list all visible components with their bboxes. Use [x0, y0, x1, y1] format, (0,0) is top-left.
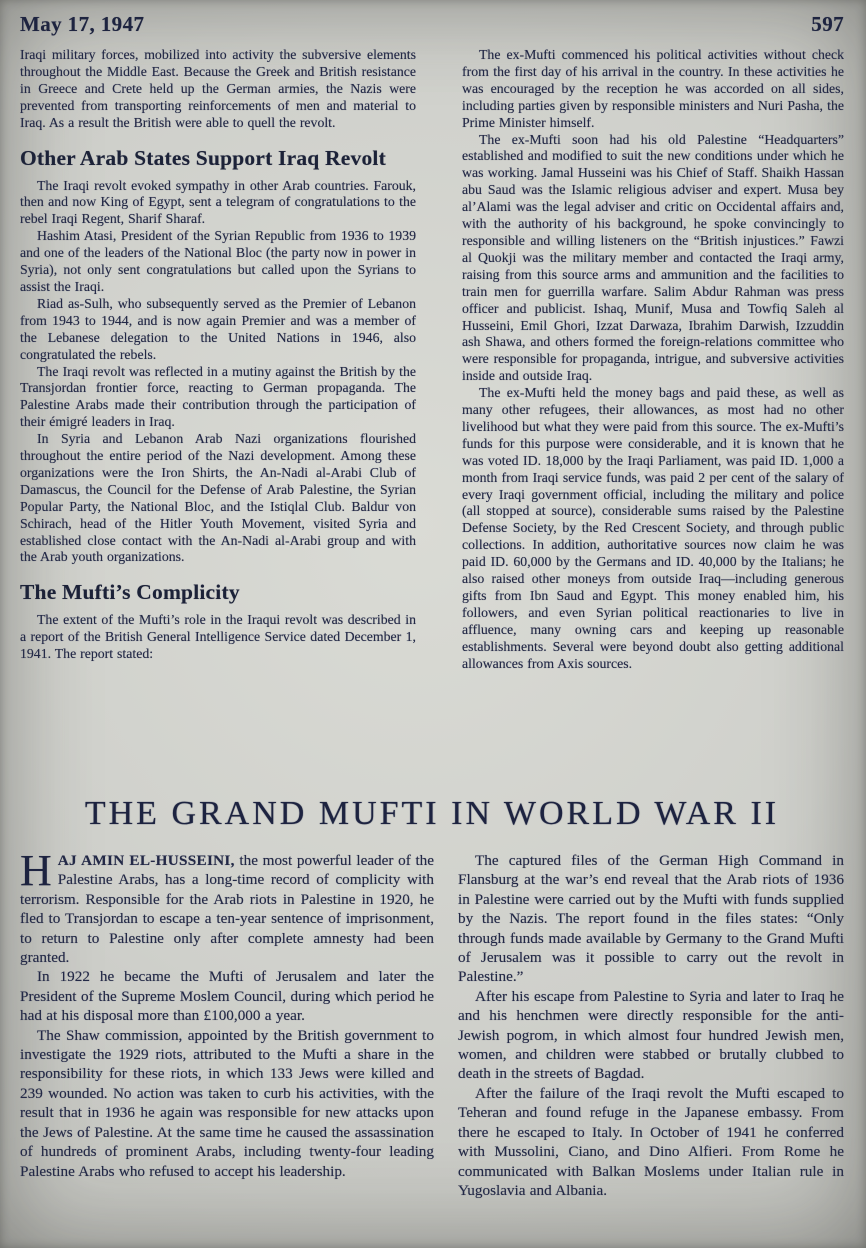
body-paragraph: After the failure of the Iraqi revolt the Mufti escaped to Teheran and found refuge in the Japanese embassy. From there he escaped to Italy. In October of 1941 he conferred with Mussolini, Ciano, and Dino Alfieri. From Rome he communicated with Balkan Moslems under Italian rule in Yugoslavia and Albania. — [458, 1084, 844, 1199]
feature-right-column — [458, 851, 844, 1200]
section-heading-complicity: The Mufti’s Complicity — [20, 580, 240, 605]
body-paragraph: After his escape from Palestine to Syria and later to Iraq he and his henchmen were directly responsible for the anti-Jewish pogrom, in which almost four hundred Jewish men, women, and children were stabbed or brutally clubbed to death in the streets of Bagdad. — [458, 987, 844, 1083]
body-paragraph: In 1922 he became the Mufti of Jerusalem and later the President of the Supreme Moslem Council, during which period he had at his disposal more than £100,000 a year. — [20, 968, 434, 1025]
body-paragraph: The Shaw commission, appointed by the British government to investigate the 1929 riots, attributed to the Mufti a share in the responsibility for these riots, in which 133 Jews were killed and 239 wounded. No action was taken to curb his activities, with the result that in 1936 he again was responsible for new attacks upon the Jews of Palestine. At the same time he caused the assassination of hundreds of prominent Arabs, including twenty-four leading Palestine Arabs who refused to accept his leadership. — [20, 1026, 434, 1180]
feature-left-column — [20, 846, 434, 1200]
section-heading-arab-states: Other Arab States Support Iraq Revolt — [20, 145, 386, 170]
body-paragraph: The Iraqi revolt was reflected in a mutiny against the British by the Transjordan frontier force, reacting to German propaganda. The Palestine Arabs made their contribution through the participation of their émigré leaders in Iraq. — [20, 363, 416, 430]
top-right-column — [462, 47, 844, 773]
body-paragraph: The ex-Mufti commenced his political activities without check from the first day of his arrival in the country. In these activities he was encouraged by the reception he was accorded on all sides, including parties given by responsible ministers and Nuri Pasha, the Prime Minister himself. — [462, 47, 844, 130]
body-paragraph: The ex-Mufti held the money bags and paid these, as well as many other refugees, their allowances, as most had no other livelihood but what they were paid from this source. The ex-Mufti’s funds for this purpose were considerable, and it is known that he was voted ID. 18,000 by the Iraqi Parliament, was paid ID. 1,000 a month from Iraqi service funds, was paid 2 per cent of the salary of every Iraqi government official, including the military and police (all stopped at source), considerable sums raised by the Palestine Defense Society, by the Red Crescent Society, and through public collections. In addition, authoritative sources now claim he was paid ID. 60,000 by the Germans and ID. 40,000 by the Italians; he also raised other moneys from outside Iraq—including generous gifts from Ibn Saud and Egypt. This money enabled him, his followers, and even Syrian political reactionaries to live in affluence, many owning cars and keeping up reasonable establishments. Several were beyond doubt also getting additional allowances from Axis sources. — [462, 385, 844, 671]
dropcap-letter: H — [20, 846, 52, 895]
body-paragraph: The extent of the Mufti’s role in the Iraqui revolt was described in a report of the British General Intelligence Service dated December 1, 1941. The report stated: — [20, 612, 416, 662]
body-paragraph: The Iraqi revolt evoked sympathy in other Arab countries. Farouk, then and now King of Egypt, sent a telegram of congratulations to the rebel Iraqi Regent, Sharif Sharaf. — [20, 177, 416, 227]
body-paragraph: The captured files of the German High Command in Flansburg at the war’s end reveal that the Arab riots of 1936 in Palestine were carried out by the Mufti with funds supplied by the Nazis. The report found in the files states: “Only through funds made available by Germany to the Grand Mufti of Jerusalem was it possible to carry out the revolt in Palestine.” — [458, 852, 844, 986]
opening-text: the most powerful leader of the Palestine Arabs, has a long-time record of complicity with terrorism. Responsible for the Arab riots in Palestine in 1920, he fled to Transjordan to escape a ten-year sentence of imprisonment, to return to Palestine only after complete amnesty had been granted. — [20, 852, 434, 967]
body-paragraph: Hashim Atasi, President of the Syrian Republic from 1936 to 1939 and one of the leaders of the National Bloc (the party now in power in Syria), not only sent congratulations but called upon the Syrians to assist the Iraqi. — [20, 228, 416, 294]
opening-capitals: AJ AMIN EL-HUSSEINI, — [57, 852, 235, 869]
issue-date: May 17, 1947 — [20, 12, 145, 36]
page-number: 597 — [811, 12, 844, 36]
body-paragraph: The ex-Mufti soon had his old Palestine “Headquarters” established and modified to suit the new conditions under which he was working. Jamal Husseini was his Chief of Staff. Shaikh Hassan abu Saud was the Islamic religious adviser and expert. Musa bey al’Alami was the legal adviser and critic on Occidental affairs and, with the authority of his background, he spoke convincingly to responsible and willing listeners on the “British injustices.” Fawzi al Quokji was the military member and contacted the Iraqi army, raising from this source arms and ammunition and the facilities to train men for guerrilla warfare. Salim Abdur Rahman was press officer and publicist. Ishaq, Munif, Musa and Towfiq Saleh al Husseini, Emil Ghori, Izzat Darwaza, Ibrahim Darwish, Izzuddin ash Shawa, and others formed the foreign-relations committee who were responsible for propaganda, intrigue, and subversive activities inside and outside Iraq. — [462, 131, 844, 384]
top-section — [20, 47, 844, 773]
body-paragraph: In Syria and Lebanon Arab Nazi organizations flourished throughout the entire period of the Nazi development. Among these organizations were the Iron Shirts, the An-Nadi al-Arabi Club of Damascus, the Council for the Defense of Arab Palestine, the Syrian Popular Party, the National Bloc, and the Istiqlal Club. Baldur von Schirach, head of the Hitler Youth Movement, visited Syria and established close contact with the An-Nadi al-Arabi group and with the Arab youth organizations. — [20, 431, 416, 565]
article-headline: THE GRAND MUFTI IN WORLD WAR II — [84, 795, 780, 832]
body-paragraph: Iraqi military forces, mobilized into activity the subversive elements throughout the Middle East. Because the Greek and British resistance in Greece and Crete held up the German armies, the Nazis were prevented from transporting reinforcements of men and material to Iraq. As a result the British were able to quell the revolt. — [20, 47, 416, 130]
body-paragraph: Riad as-Sulh, who subsequently served as the Premier of Lebanon from 1943 to 1944, and is now again Premier and was a member of the Lebanese delegation to the United Nations in 1946, also congratulated the rebels. — [20, 295, 416, 362]
page-header — [20, 12, 844, 37]
top-left-column — [20, 47, 416, 773]
feature-opening-paragraph — [20, 846, 434, 967]
feature-section — [20, 846, 844, 1200]
